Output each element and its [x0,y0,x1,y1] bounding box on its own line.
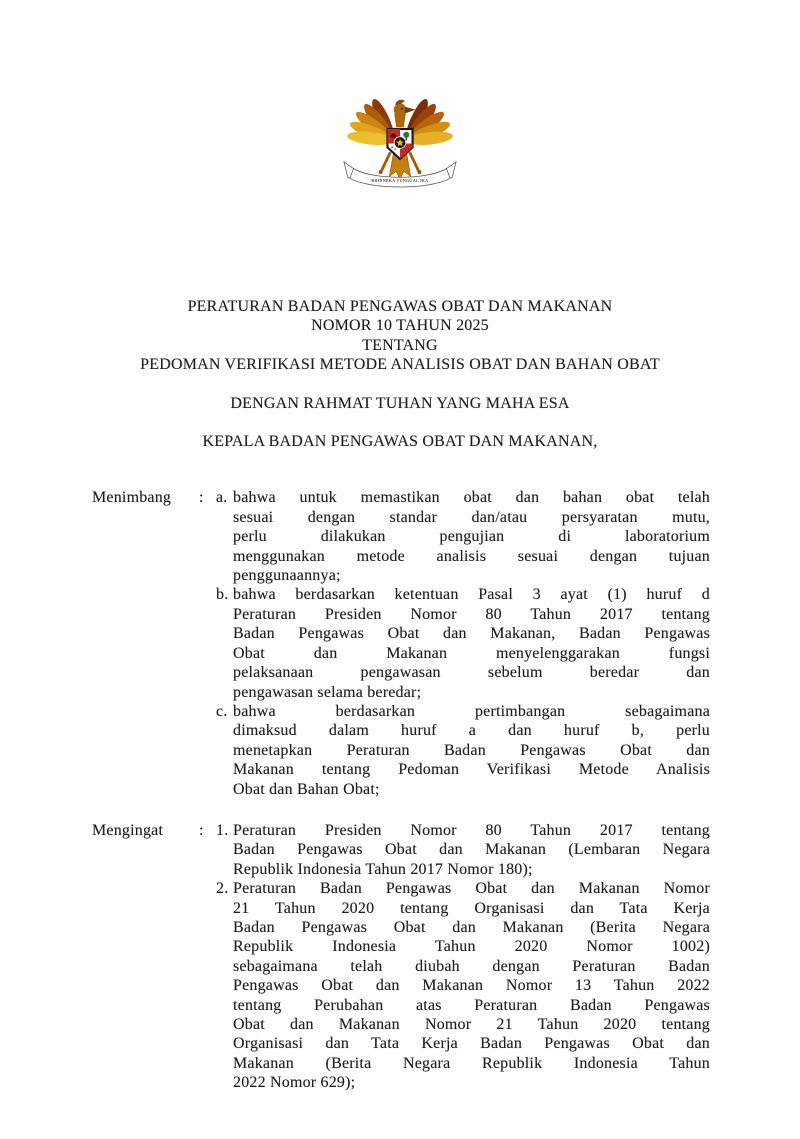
item-marker: 2. [216,880,229,898]
text-line: Peraturan Presiden Nomor 80 Tahun 2017 tentang [233,605,710,623]
text-line: Republik Indonesia Tahun 2020 Nomor 1002) [233,938,710,956]
section-label: Mengingat [92,821,164,839]
item-marker: b. [216,586,229,604]
motto-text: BHINNEKA TUNGGAL IKA [371,178,429,184]
document-title-block [0,297,800,451]
right-leg [410,152,419,170]
text-line: bahwa untuk memastikan obat dan bahan obat telah [233,489,710,507]
text-line: penggunaannya; [233,567,341,585]
document-body [0,488,800,1092]
section-label: Menimbang [92,489,172,507]
text-line: pengawasan selama beredar; [233,683,422,701]
text-line: bahwa berdasarkan ketentuan Pasal 3 ayat (1) huruf d [233,586,710,604]
head [394,103,407,116]
item-text [233,821,710,879]
item-text [233,702,710,799]
text-line: sebagaimana telah diubah dengan Peraturan Badan [233,957,710,975]
text-line: Obat dan Makanan menyelenggarakan fungsi [233,644,710,662]
item-marker: c. [216,702,228,720]
invocation-line: DENGAN RAHMAT TUHAN YANG MAHA ESA [230,394,570,412]
text-line: perlu dilakukan pengujian di laboratorium [233,528,710,546]
text-line: sesuai dengan standar dan/atau persyaratan mutu, [233,508,710,526]
text-line: Badan Pengawas Obat dan Makanan (Lembaran Negara [233,841,710,859]
text-line: pelaksanaan pengawasan sebelum beredar dan [233,664,710,682]
text-line: Badan Pengawas Obat dan Makanan (Berita Negara [233,918,710,936]
title-line-subject: PEDOMAN VERIFIKASI METODE ANALISIS OBAT DAN BAHAN OBAT [140,356,660,374]
text-line: dimaksud dalam huruf a dan huruf b, perlu [233,722,710,740]
item-text [233,585,710,701]
title-line-number: NOMOR 10 TAHUN 2025 [311,317,489,335]
text-line: Republik Indonesia Tahun 2017 Nomor 180); [233,860,533,878]
text-line: Peraturan Badan Pengawas Obat dan Makanan Nomor [233,880,710,898]
garuda-pancasila-emblem [342,94,458,193]
item-text [233,879,710,1092]
clause-row [92,702,710,799]
bull-head-symbol [390,133,396,138]
text-line: Pengawas Obat dan Makanan Nomor 13 Tahun 2022 [233,977,710,995]
banyan-tree-symbol [403,132,409,138]
clause-row [92,879,710,1092]
text-line: Makanan (Berita Negara Republik Indonesia Tahun [233,1054,710,1072]
section-menimbang [92,488,710,799]
item-marker: a. [216,489,228,507]
text-line: Peraturan Presiden Nomor 80 Tahun 2017 tentang [233,821,710,839]
section-mengingat [92,821,710,1093]
text-line: Obat dan Makanan Nomor 21 Tahun 2020 tentang [233,1016,710,1033]
text-line: Badan Pengawas Obat dan Makanan, Badan Pengawas [233,625,710,643]
pancasila-shield [387,129,412,159]
rice-cotton-symbol [391,146,393,148]
text-line: Obat dan Bahan Obat; [233,780,380,798]
emblem-container [0,0,800,193]
left-claw [379,170,383,174]
clause-row [92,585,710,701]
right-claw [417,170,421,174]
clause-row [92,488,710,585]
title-line-tentang: TENTANG [362,336,438,354]
text-line: tentang Perubahan atas Peraturan Badan Pengawas [233,996,710,1014]
text-line: 2022 Nomor 629); [233,1074,356,1092]
title-line-institution: PERATURAN BADAN PENGAWAS OBAT DAN MAKANAN [187,298,613,315]
text-line: 21 Tahun 2020 tentang Organisasi dan Tata Kerja [233,899,710,917]
text-line: menggunakan metode analisis sesuai dengan tujuan [233,547,710,565]
item-text [233,488,710,585]
text-line: Organisasi dan Tata Kerja Badan Pengawas Obat dan [233,1035,710,1053]
eye [401,108,403,110]
left-leg [382,152,391,170]
text-line: menetapkan Peraturan Badan Pengawas Obat dan [233,741,710,759]
text-line: Makanan tentang Pedoman Verifikasi Metode Analisis [233,761,710,779]
section-colon: : [199,489,204,507]
item-marker: 1. [216,821,229,839]
section-colon: : [199,821,204,839]
clause-row [92,821,710,879]
text-line: bahwa berdasarkan pertimbangan sebagaimana [233,702,710,720]
issuer-line: KEPALA BADAN PENGAWAS OBAT DAN MAKANAN, [202,433,598,451]
